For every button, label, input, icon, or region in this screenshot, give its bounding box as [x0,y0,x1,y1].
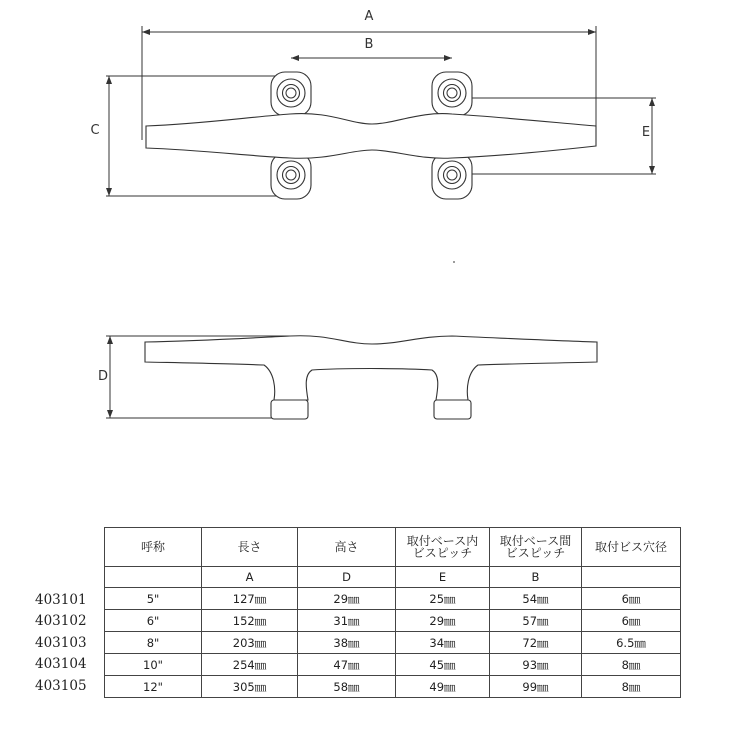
table-cell: B [490,567,582,588]
table-cell: 47㎜ [298,654,396,676]
table-cell: 6㎜ [582,610,681,632]
bolt-hole-icon [277,161,305,189]
product-code: 403102 [35,613,87,630]
table-cell: 6㎜ [582,588,681,610]
side-view-foot [271,400,308,419]
table-cell: 305㎜ [202,676,298,698]
table-cell: 5" [105,588,202,610]
table-cell: 31㎜ [298,610,396,632]
side-view-foot [434,400,471,419]
table-cell: 49㎜ [396,676,490,698]
product-code: 403105 [35,677,87,694]
side-view-body [145,336,597,400]
table-cell: 99㎜ [490,676,582,698]
table-cell: E [396,567,490,588]
bolt-hole-icon [277,79,305,107]
table-cell: 6" [105,610,202,632]
dimension-d-label: D [97,369,109,384]
top-view-body [146,114,596,159]
product-code: 403104 [35,656,87,673]
table-letter-row [105,567,681,588]
table-cell: 54㎜ [490,588,582,610]
header-hole-diameter: 取付ビス穴径 [582,528,681,567]
table-cell: 8" [105,632,202,654]
table-cell: 6.5㎜ [582,632,681,654]
table-cell: 254㎜ [202,654,298,676]
table-cell: 152㎜ [202,610,298,632]
header-inner-pitch: 取付ベース内 ビスピッチ [396,528,490,567]
spec-table [104,527,681,698]
table-cell: 12" [105,676,202,698]
table-cell: 34㎜ [396,632,490,654]
product-code: 403101 [35,592,87,608]
dimension-c-label: C [90,123,100,138]
table-cell [582,567,681,588]
table-cell: 127㎜ [202,588,298,610]
bolt-hole-icon [438,79,466,107]
table-cell: 203㎜ [202,632,298,654]
dimension-b [291,37,452,61]
table-cell: 57㎜ [490,610,582,632]
bolt-hole-icon [438,161,466,189]
header-nominal: 呼称 [105,528,202,567]
table-cell: A [202,567,298,588]
table-cell: D [298,567,396,588]
header-height: 高さ [298,528,396,567]
table-cell: 25㎜ [396,588,490,610]
table-cell: 72㎜ [490,632,582,654]
table-row [105,588,681,610]
table-row [105,610,681,632]
table-row [105,632,681,654]
table-row [105,654,681,676]
table-cell: 8㎜ [582,654,681,676]
table-cell: 10" [105,654,202,676]
table-cell: 58㎜ [298,676,396,698]
table-cell [105,567,202,588]
table-cell: 8㎜ [582,676,681,698]
table-cell: 93㎜ [490,654,582,676]
table-row [105,676,681,698]
header-length: 長さ [202,528,298,567]
header-between-pitch: 取付ベース間 ビスピッチ [490,528,582,567]
table-cell: 45㎜ [396,654,490,676]
table-cell: 29㎜ [298,588,396,610]
product-code-list [35,590,87,697]
product-code: 403103 [35,634,87,651]
dimension-a-label: A [364,9,374,24]
dimension-e-label: E [641,125,651,140]
table-header-row [105,528,681,567]
dimension-b-label: B [364,37,374,52]
table-cell: 29㎜ [396,610,490,632]
table-cell: 38㎜ [298,632,396,654]
